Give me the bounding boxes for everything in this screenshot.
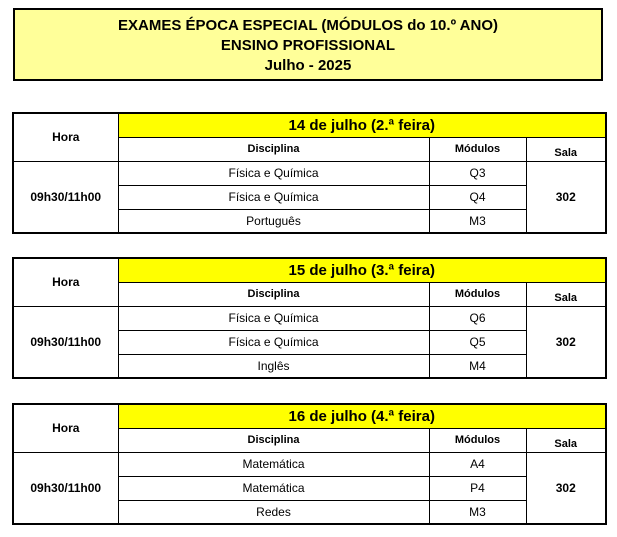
modulos-header: Módulos xyxy=(429,137,526,161)
day-date: 14 de julho (2.ª feira) xyxy=(118,113,606,137)
disciplina-header: Disciplina xyxy=(118,428,429,452)
subject-cell: Física e Química xyxy=(118,161,429,185)
module-cell: A4 xyxy=(429,452,526,476)
hora-header: Hora xyxy=(13,113,118,161)
exam-time: 09h30/11h00 xyxy=(13,161,118,233)
subject-cell: Redes xyxy=(118,500,429,524)
table-row xyxy=(13,161,606,185)
room-number: 302 xyxy=(555,334,576,349)
hora-header: Hora xyxy=(13,258,118,306)
subject-cell: Física e Química xyxy=(118,306,429,330)
schedule-table-day-3 xyxy=(12,403,607,525)
subject-cell: Português xyxy=(118,209,429,233)
hora-header: Hora xyxy=(13,404,118,452)
module-cell: Q6 xyxy=(429,306,526,330)
module-cell: M3 xyxy=(429,209,526,233)
subject-cell: Matemática xyxy=(118,476,429,500)
module-cell: M3 xyxy=(429,500,526,524)
schedule-table-day-2 xyxy=(12,257,607,379)
subject-cell: Inglês xyxy=(118,354,429,378)
module-cell: Q3 xyxy=(429,161,526,185)
header-title: EXAMES ÉPOCA ESPECIAL (MÓDULOS do 10.º ANO) xyxy=(118,17,498,34)
sala-header: Sala xyxy=(526,428,606,452)
subject-cell: Física e Química xyxy=(118,330,429,354)
table-row xyxy=(13,452,606,476)
sala-header: Sala xyxy=(526,282,606,306)
disciplina-header: Disciplina xyxy=(118,137,429,161)
disciplina-header: Disciplina xyxy=(118,282,429,306)
document-header xyxy=(13,8,603,81)
subject-cell: Física e Química xyxy=(118,185,429,209)
table-row xyxy=(13,306,606,330)
module-cell: M4 xyxy=(429,354,526,378)
exam-time: 09h30/11h00 xyxy=(13,306,118,378)
room-number: 302 xyxy=(555,189,576,204)
module-cell: Q5 xyxy=(429,330,526,354)
modulos-header: Módulos xyxy=(429,282,526,306)
module-cell: P4 xyxy=(429,476,526,500)
day-date: 15 de julho (3.ª feira) xyxy=(118,258,606,282)
module-cell: Q4 xyxy=(429,185,526,209)
header-date: Julho - 2025 xyxy=(264,57,352,74)
exam-time: 09h30/11h00 xyxy=(13,452,118,524)
header-subtitle: ENSINO PROFISSIONAL xyxy=(220,37,396,54)
room-number: 302 xyxy=(555,480,576,495)
sala-header: Sala xyxy=(526,137,606,161)
schedule-table-day-1 xyxy=(12,112,607,234)
modulos-header: Módulos xyxy=(429,428,526,452)
subject-cell: Matemática xyxy=(118,452,429,476)
day-date: 16 de julho (4.ª feira) xyxy=(118,404,606,428)
